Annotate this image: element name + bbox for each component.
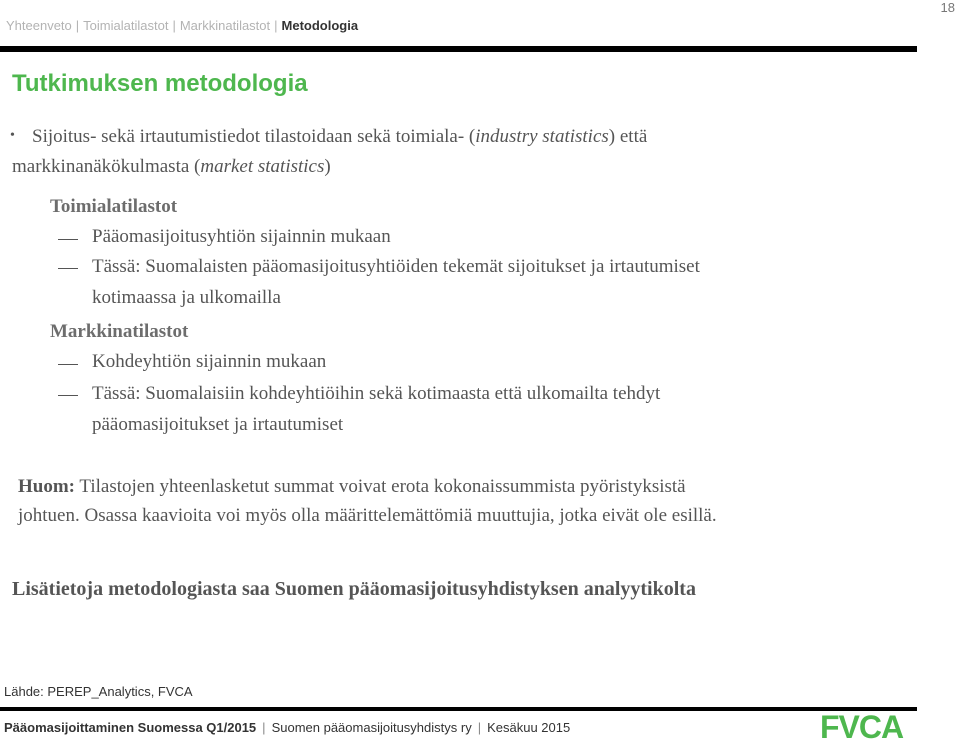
footer-separator: | (262, 720, 266, 735)
fvca-logo: FVCA (820, 709, 904, 745)
section2-item-2-line-2: pääomasijoitukset ja irtautumiset (92, 414, 344, 435)
footer-date: Kesäkuu 2015 (487, 720, 571, 735)
section1-item-2-line-2: kotimaassa ja ulkomailla (92, 287, 281, 308)
bottom-divider (0, 707, 917, 711)
top-navigation (6, 18, 358, 33)
footer-separator: | (477, 720, 482, 735)
footer (4, 720, 570, 735)
note-label: Huom: (18, 476, 75, 497)
more-info-text: Lisätietoja metodologiasta saa Suomen pääomasijoitusyhdistyksen analyytikolta (12, 578, 696, 600)
footer-organization: Suomen pääomasijoitusyhdistys ry (271, 720, 472, 735)
nav-item-yhteenveto[interactable]: Yhteenveto (6, 18, 72, 33)
source-text: Lähde: PEREP_Analytics, FVCA (4, 684, 193, 699)
page-number: 18 (940, 0, 955, 15)
section2-item-2-line-1: Tässä: Suomalaisiin kohdeyhtiöihin sekä kotimaasta että ulkomailta tehdyt (92, 383, 661, 404)
nav-separator: | (172, 18, 176, 33)
footer-publication: Pääomasijoittaminen Suomessa Q1/2015 (4, 720, 257, 735)
dash-icon (58, 268, 78, 269)
nav-item-metodologia[interactable]: Metodologia (281, 18, 359, 33)
dash-icon (58, 239, 78, 240)
nav-separator: | (274, 18, 278, 33)
nav-separator: | (75, 18, 80, 33)
bullet-line-2: markkinanäkökulmasta (market statistics) (12, 156, 331, 177)
section-heading-toimialatilastot: Toimialatilastot (50, 196, 178, 217)
bullet-dot-icon: • (10, 128, 15, 143)
top-divider (0, 46, 917, 52)
bullet-line-1: Sijoitus- sekä irtautumistiedot tilastoidaan sekä toimiala- (industry statistics) että (32, 126, 648, 147)
section1-item-1: Pääomasijoitusyhtiön sijainnin mukaan (92, 226, 391, 247)
dash-icon (58, 395, 78, 396)
section2-item-1: Kohdeyhtiön sijainnin mukaan (92, 351, 327, 372)
page-title: Tutkimuksen metodologia (12, 70, 308, 97)
section-heading-markkinatilastot: Markkinatilastot (50, 321, 189, 342)
nav-item-markkinatilastot[interactable]: Markkinatilastot (179, 18, 271, 33)
note-line-1: Huom: Tilastojen yhteenlasketut summat voivat erota kokonaissummista pyöristyksistä (18, 476, 686, 497)
nav-item-toimialatilastot[interactable]: Toimialatilastot (83, 18, 169, 33)
dash-icon (58, 364, 78, 365)
note-line-2: johtuen. Osassa kaavioita voi myös olla määrittelemättömiä muuttujia, jotka eivät ole esillä. (18, 505, 717, 526)
section1-item-2-line-1: Tässä: Suomalaisten pääomasijoitusyhtiöiden tekemät sijoitukset ja irtautumiset (92, 256, 700, 277)
